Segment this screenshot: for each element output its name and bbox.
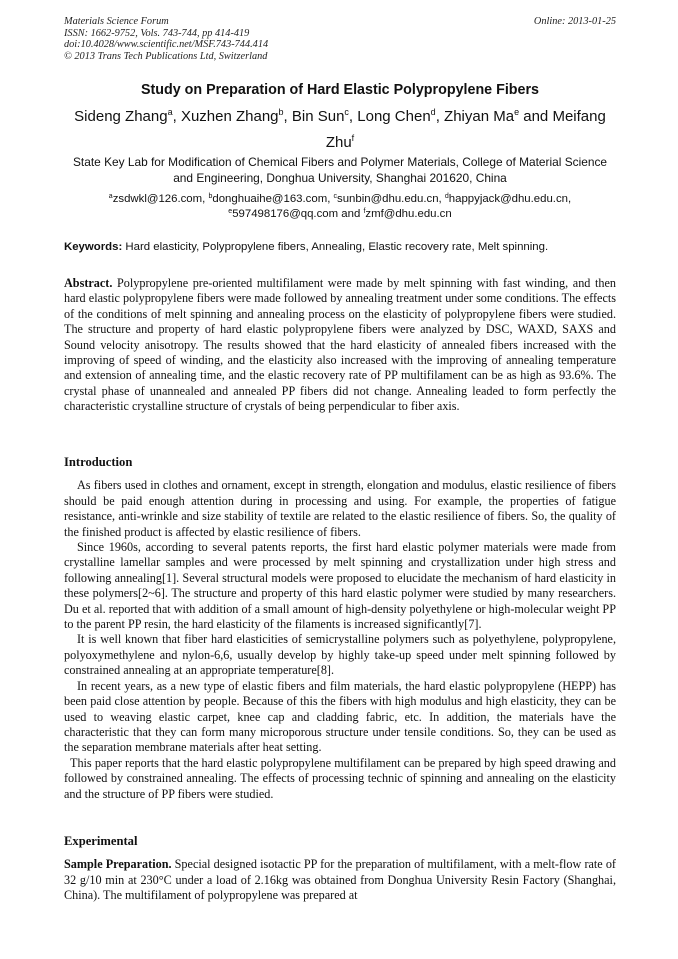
email-link[interactable]: $^e$597498176@qq.com: [228, 207, 339, 220]
introduction-section: [64, 455, 616, 802]
paragraph: As fibers used in clothes and ornament, except in strength, elongation and modulus, elastic resilience of fibers should be paid enough attention during in processing and using. For example, the properties of fatigue resistance, anti-wrinkle and size stability of textile are related to the elastic resilience of fibers. So, the quality of the finished product is affected by elastic resilience of fibers.: [64, 478, 616, 539]
paragraph: This paper reports that the hard elastic polypropylene multifilament can be prepared by high speed drawing and followed by constrained annealing. The effects of processing technic of spinning and annealing on the elasticity and the structure of PP fibers were studied.: [64, 755, 616, 801]
experimental-heading: Experimental: [64, 834, 138, 848]
paragraph: Since 1960s, according to several patents reports, the first hard elastic polymer materials were made from crystalline lamellar samples and were processed by melt spinning and crystallization under high stress and following annealing[1]. Several structural models were proposed to elucidate the mechanism of hard elasticity in these polymers[2~6]. The structure and property of this hard elastic polymer were studied by many researchers. Du et al. reported that with addition of a small amount of high-density polyethylene or high-molecular weight PP to the parent PP resin, the hard elasticity of the filaments is increased significantly[7].: [64, 540, 616, 632]
author: Xuzhen Zhang$^b$: [180, 107, 284, 125]
online-date: Online: 2013-01-25: [533, 16, 616, 27]
journal-name: Materials Science Forum: [64, 16, 169, 27]
keywords-label: Keywords:: [64, 241, 123, 253]
email-list: $^a$zsdwkl@126.com, $^b$donghuaihe@163.com, $^c$sunbin@dhu.edu.cn, $^d$happyjack@dhu.edu.cn, $^e$597498176@qq.com and $^f$zmf@dhu.edu.cn: [108, 193, 572, 220]
paragraph: In recent years, as a new type of elastic fibers and film materials, the hard elastic polypropylene (HEPP) has been paid close attention by people. Because of this the fibers with high modulus and high elasticity, they can be used to weaving elastic carpet, knee cap and cladding fabric, etc. In addition, the materials have the characteristic that they can form many microporous structure under tensile conditions. So, they can be used as the separation membrane materials after heat setting.: [64, 678, 616, 755]
paragraph: It is well known that fiber hard elasticities of semicrystalline polymers such as polyethylene, polypropylene, polyoxymethylene and nylon-6,6, usually develop by highly take-up speed under melt spinning followed by constrained annealing at an appropriate temperature[8].: [64, 632, 616, 678]
keywords: [64, 240, 616, 255]
email-link[interactable]: $^d$happyjack@dhu.edu.cn: [444, 193, 569, 205]
journal-header: [64, 16, 616, 62]
sample-preparation-label: Sample Preparation.: [64, 857, 172, 872]
author: Sideng Zhang$^a$: [74, 107, 173, 125]
issn-line: ISSN: 1662-9752, Vols. 743-744, pp 414-419: [64, 27, 250, 39]
affiliation: State Key Lab for Modification of Chemical Fibers and Polymer Materials, College of Material Science and Engineering, Donghua University, Shanghai 201620, China: [73, 155, 607, 185]
author: Bin Sun$^c$: [291, 107, 349, 125]
email-link[interactable]: $^f$zmf@dhu.edu.cn: [363, 207, 452, 220]
author: Zhiyan Ma$^e$: [444, 107, 520, 125]
copyright-line: © 2013 Trans Tech Publications Ltd, Switzerland: [64, 50, 268, 62]
keywords-text: Hard elasticity, Polypropylene fibers, Annealing, Elastic recovery rate, Melt spinning.: [125, 241, 549, 253]
email-link[interactable]: $^a$zsdwkl@126.com: [108, 193, 203, 205]
doi-line: doi:10.4028/www.scientific.net/MSF.743-744.414: [64, 39, 269, 51]
sample-preparation-text: Special designed isotactic PP for the preparation of multifilament, with a melt-flow rate of 32 g/10 min at 230°C under a load of 2.16kg was obtained from Donghua University Resin Factory (Shanghai, China). The multifilament of polypropylene was prepared at: [64, 857, 616, 903]
abstract-text: Polypropylene pre-oriented multifilament were made by melt spinning with fast winding, and then hard elastic polypropylene fibers were made followed by annealing treatment under some conditions. The effects of the conditions of melt spinning and annealing process on the elasticity of polypropylene fibers were studied. The structure and property of hard elastic polypropylene fibers were analyzed by DSC, WAXD, SAXS and Sound velocity anisotropy. The results showed that the hard elasticity of annealed fibers increased with the improving of speed of winding, and the elasticity also increased with the improving of annealing temperature and extension of annealing time, and the elastic recovery rate of PP multifilament can be as high as 93.6%. The crystal phase of unannealed and annealed PP fibers did not change. Annealing leaded to form perfectly the characteristic crystalline structure of crystals of being perpendicular to fiber axis.: [64, 276, 616, 414]
email-link[interactable]: $^b$donghuaihe@163.com: [208, 193, 328, 205]
author: Meifang Zhu$^f$: [325, 108, 606, 151]
experimental-section: [64, 834, 616, 904]
paper-title: Study on Preparation of Hard Elastic Polypropylene Fibers: [140, 82, 540, 98]
introduction-heading: Introduction: [64, 455, 133, 469]
author: Long Chen$^d$: [357, 107, 436, 125]
abstract: [64, 276, 616, 415]
email-link[interactable]: $^c$sunbin@dhu.edu.cn: [333, 193, 439, 205]
abstract-label: Abstract.: [64, 276, 113, 290]
author-list: Sideng Zhang$^a$, Xuzhen Zhang$^b$, Bin Sun$^c$, Long Chen$^d$, Zhiyan Ma$^e$ and Meifang Zhu$^f$: [74, 107, 606, 151]
